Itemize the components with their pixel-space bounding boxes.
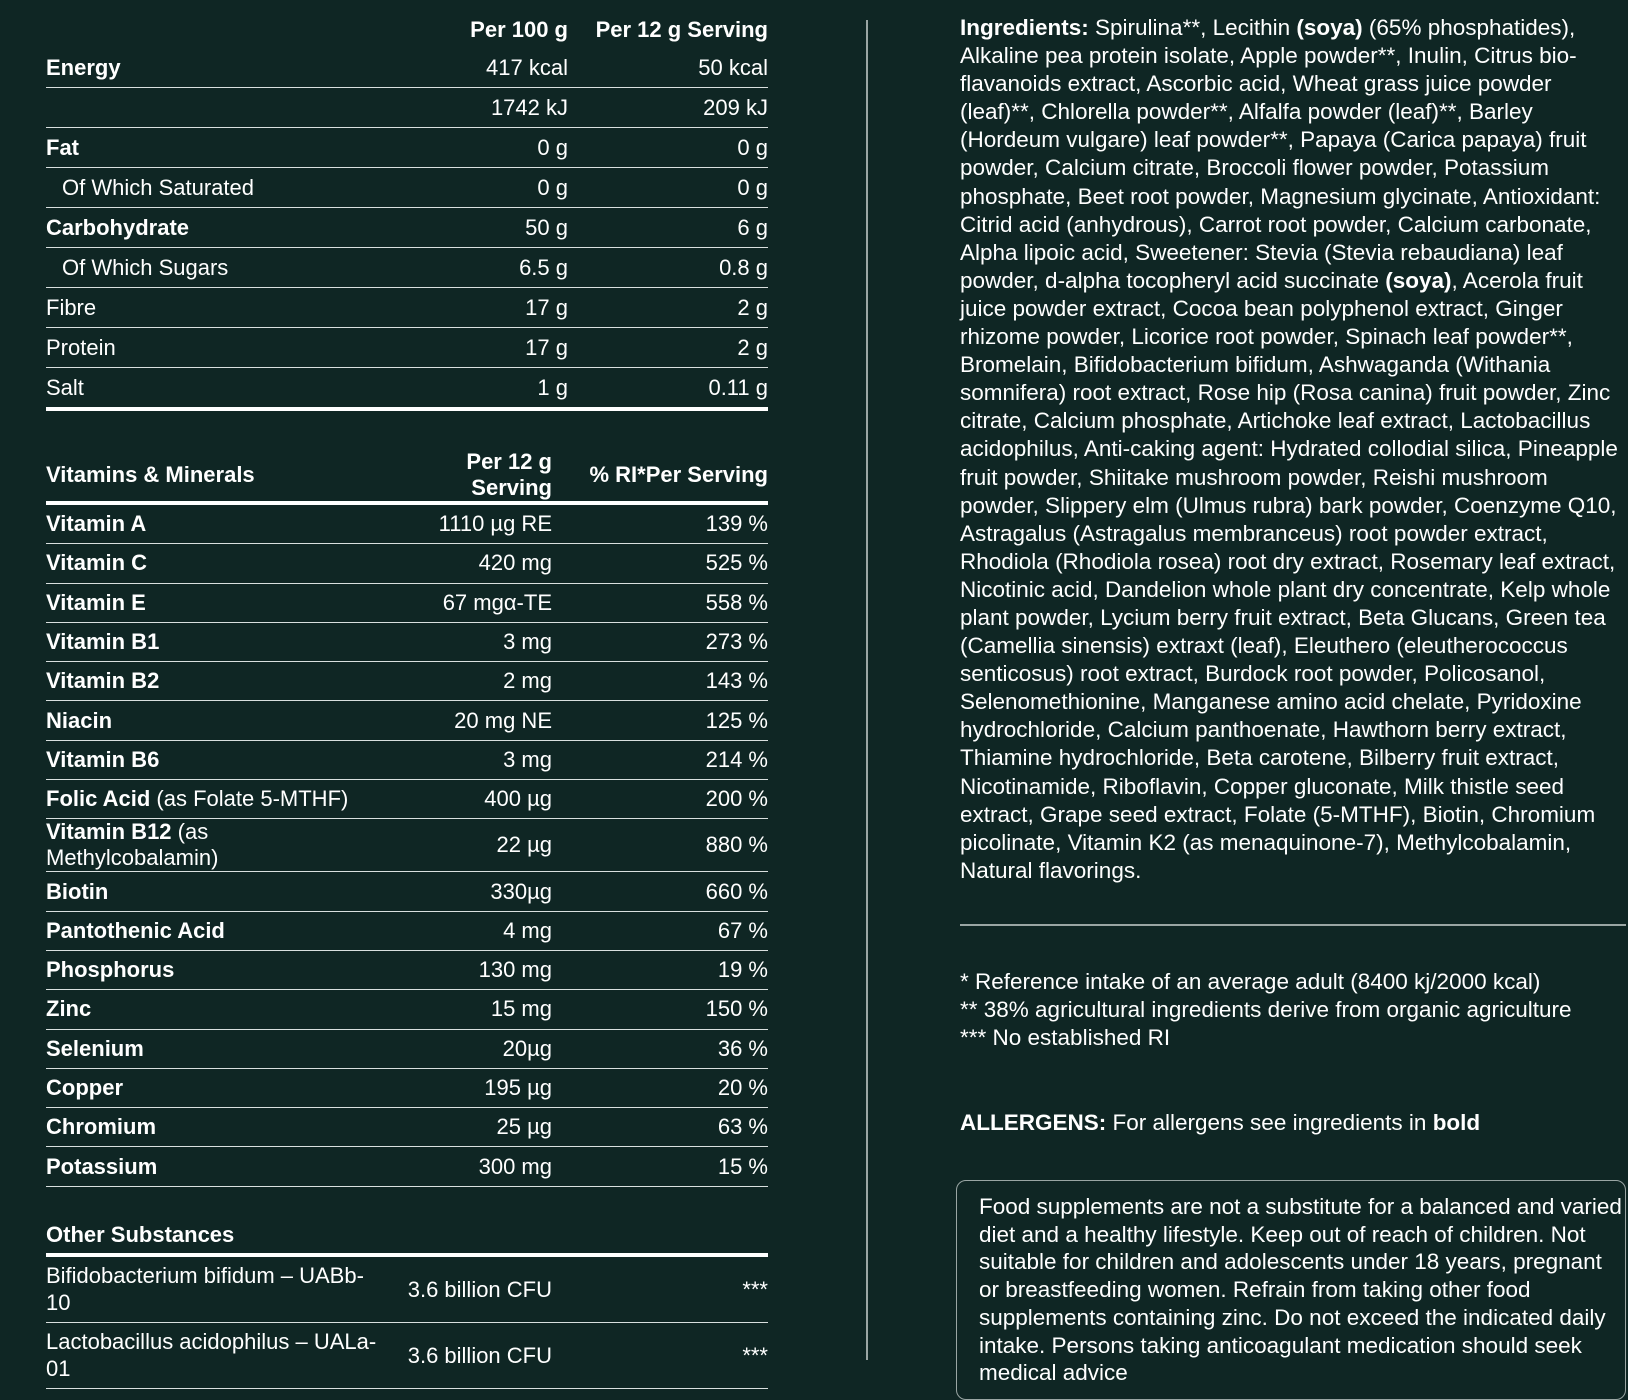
vitamin-amount: 4 mg — [386, 911, 552, 950]
nutrition-serving: 209 kJ — [568, 88, 768, 128]
vitamin-label — [46, 780, 386, 819]
vitamin-amount: 1110 µg RE — [386, 503, 552, 544]
ingredients-text — [960, 15, 1618, 883]
nutrition-label: Protein — [46, 328, 322, 368]
vitamin-name: Zinc — [46, 996, 92, 1022]
nutrition-label: Energy — [46, 48, 322, 88]
nutrition-per100: 50 g — [322, 208, 568, 248]
nutrition-serving: 50 kcal — [568, 48, 768, 88]
ingredient-text: (65% phosphatides), Alkaline pea protein isolate, Apple powder**, Inulin, Citrus bio-flavanoids extract, Ascorbic acid, Wheat grass juice powder (leaf)**, Chlorella powder**, Alfalfa powder (leaf)**, Barley (Hordeum vulgare) leaf powder**, Papaya (Carica papaya) fruit powder, Calcium citrate, Broccoli flower powder, Potassium phosphate, Beet root powder, Magnesium glycinate, Antioxidant: Citrid acid (anhydrous), Carrot root powder, Calcium carbonate, Alpha lipoic acid, Sweetener: Stevia (Stevia rebaudiana) leaf powder, d-alpha tocopheryl acid succinate — [960, 15, 1601, 293]
other-substance-ri: *** — [552, 1322, 768, 1388]
vitamin-name: Folic Acid — [46, 786, 151, 812]
nutrition-header-label — [46, 12, 322, 48]
vitamin-ri: 36 % — [552, 1029, 768, 1068]
nutrition-row — [46, 248, 768, 288]
nutrition-header-per100: Per 100 g — [470, 17, 568, 42]
vitamin-row — [46, 819, 768, 872]
footnotes — [960, 968, 1626, 1053]
vitamin-name: Vitamin B6 — [46, 746, 160, 772]
vitamin-ri: 525 % — [552, 544, 768, 583]
warning-box — [956, 1180, 1626, 1400]
vitamin-row — [46, 1068, 768, 1107]
vitamin-ri: 150 % — [552, 990, 768, 1029]
vitamin-name: Vitamin C — [46, 550, 148, 576]
nutrition-header-serving: Per 12 g Serving — [595, 17, 768, 42]
nutrition-rows — [46, 48, 768, 409]
other-substance-row — [46, 1322, 768, 1388]
vitamin-row — [46, 740, 768, 779]
vitamins-header-row — [46, 449, 768, 503]
vitamin-name: Chromium — [46, 1114, 156, 1140]
vitamins-table — [46, 449, 768, 1187]
vitamin-amount: 130 mg — [386, 950, 552, 989]
nutrition-label — [46, 88, 322, 128]
vitamin-note: (as Methylcobalamin) — [46, 819, 219, 871]
other-substance-ri: *** — [552, 1255, 768, 1323]
vitamin-row — [46, 911, 768, 950]
other-substance-label: Lactobacillus acidophilus – UALa-01 — [46, 1322, 386, 1388]
nutrition-row — [46, 288, 768, 328]
ingredients-label: Ingredients: — [960, 15, 1089, 40]
vitamin-name: Vitamin B2 — [46, 668, 160, 694]
vitamin-amount: 420 mg — [386, 544, 552, 583]
ingredients-block — [960, 14, 1626, 885]
vitamin-label — [46, 503, 386, 544]
other-substance-label: Bifidobacterium bifidum – UABb-10 — [46, 1255, 386, 1323]
vitamin-amount: 330µg — [386, 872, 552, 911]
vitamins-header-ri: % RI*Per Serving — [552, 449, 768, 503]
other-substances-header-blank — [386, 1217, 552, 1255]
nutrition-serving: 0.8 g — [568, 248, 768, 288]
vitamin-label — [46, 911, 386, 950]
vitamin-label — [46, 819, 386, 872]
vitamin-ri: 200 % — [552, 780, 768, 819]
vitamin-amount: 67 mgα-TE — [386, 583, 552, 622]
vitamins-header-label: Vitamins & Minerals — [46, 449, 386, 503]
vitamin-row — [46, 780, 768, 819]
allergens-bold-word: bold — [1432, 1110, 1481, 1135]
vitamin-label — [46, 990, 386, 1029]
vitamin-name: Pantothenic Acid — [46, 917, 225, 943]
vitamin-ri: 558 % — [552, 583, 768, 622]
vitamin-amount: 3 mg — [386, 622, 552, 661]
vitamin-label — [46, 740, 386, 779]
nutrition-row — [46, 48, 768, 88]
nutrition-label: Salt — [46, 368, 322, 410]
vitamin-row — [46, 1029, 768, 1068]
vitamin-note: (as Folate 5-MTHF) — [150, 786, 349, 812]
vitamins-header-serving: Per 12 g Serving — [386, 449, 552, 503]
other-substances-header-row — [46, 1217, 768, 1255]
vitamin-row — [46, 544, 768, 583]
vitamin-name: Vitamin B12 — [46, 819, 172, 845]
vitamin-label — [46, 1068, 386, 1107]
other-substances-title: Other Substances — [46, 1217, 386, 1255]
vitamin-ri: 67 % — [552, 911, 768, 950]
vitamin-amount: 20µg — [386, 1029, 552, 1068]
other-substance-amount: 3.6 billion CFU — [386, 1322, 552, 1388]
vitamin-label — [46, 1108, 386, 1147]
vitamin-ri: 15 % — [552, 1147, 768, 1186]
vitamin-label — [46, 544, 386, 583]
nutrition-row — [46, 368, 768, 410]
vitamin-label — [46, 583, 386, 622]
footnote-reference-intake: * Reference intake of an average adult (8400 kj/2000 kcal) — [960, 969, 1541, 994]
vitamins-rows — [46, 503, 768, 1186]
vitamin-amount: 3 mg — [386, 740, 552, 779]
vitamin-amount: 300 mg — [386, 1147, 552, 1186]
column-divider — [866, 20, 868, 1360]
vitamin-amount: 400 µg — [386, 780, 552, 819]
nutrition-label: Fat — [46, 128, 322, 168]
nutrition-serving: 0 g — [568, 168, 768, 208]
vitamin-ri: 20 % — [552, 1068, 768, 1107]
nutrition-serving: 0.11 g — [568, 368, 768, 410]
nutrition-serving: 0 g — [568, 128, 768, 168]
nutrition-per100: 0 g — [322, 128, 568, 168]
vitamin-row — [46, 662, 768, 701]
vitamin-amount: 20 mg NE — [386, 701, 552, 740]
vitamin-name: Selenium — [46, 1035, 144, 1061]
nutrition-row — [46, 88, 768, 128]
nutrition-header-row — [46, 12, 768, 48]
other-substances-table — [46, 1217, 768, 1389]
vitamin-row — [46, 990, 768, 1029]
other-substance-row — [46, 1255, 768, 1323]
vitamin-label — [46, 950, 386, 989]
nutrition-per100: 1742 kJ — [322, 88, 568, 128]
other-substances-header-blank-2 — [552, 1217, 768, 1255]
nutrition-serving: 2 g — [568, 328, 768, 368]
vitamin-ri: 880 % — [552, 819, 768, 872]
vitamin-name: Niacin — [46, 707, 113, 733]
vitamin-ri: 273 % — [552, 622, 768, 661]
nutrition-label: Of Which Saturated — [46, 168, 322, 208]
nutrition-label: Carbohydrate — [46, 208, 322, 248]
vitamin-row — [46, 1147, 768, 1186]
nutrition-per100: 17 g — [322, 328, 568, 368]
nutrition-per100: 0 g — [322, 168, 568, 208]
vitamin-ri: 214 % — [552, 740, 768, 779]
vitamin-row — [46, 503, 768, 544]
vitamin-label — [46, 622, 386, 661]
vitamin-amount: 15 mg — [386, 990, 552, 1029]
nutrition-row — [46, 208, 768, 248]
vitamin-ri: 125 % — [552, 701, 768, 740]
nutrition-per100: 1 g — [322, 368, 568, 410]
footnote-no-ri: *** No established RI — [960, 1025, 1171, 1051]
ingredient-text: Spirulina**, Lecithin — [1088, 15, 1297, 40]
vitamin-amount: 2 mg — [386, 662, 552, 701]
vitamin-row — [46, 583, 768, 622]
ingredient-allergen: (soya) — [1385, 267, 1452, 293]
vitamin-row — [46, 950, 768, 989]
vitamin-name: Vitamin B1 — [46, 629, 160, 655]
footnote-organic: ** 38% agricultural ingredients derive from organic agriculture — [960, 997, 1572, 1023]
vitamin-row — [46, 622, 768, 661]
vitamin-ri: 143 % — [552, 662, 768, 701]
nutrition-row — [46, 168, 768, 208]
other-substances-rows — [46, 1255, 768, 1389]
vitamin-row — [46, 872, 768, 911]
vitamin-ri: 19 % — [552, 950, 768, 989]
nutrition-row — [46, 328, 768, 368]
vitamin-name: Phosphorus — [46, 957, 175, 983]
nutrition-per100: 6.5 g — [322, 248, 568, 288]
vitamin-amount: 22 µg — [386, 819, 552, 872]
vitamin-name: Vitamin E — [46, 589, 146, 615]
vitamin-label — [46, 872, 386, 911]
allergens-line — [960, 1110, 1480, 1136]
vitamin-amount: 25 µg — [386, 1108, 552, 1147]
vitamin-row — [46, 701, 768, 740]
vitamin-label — [46, 1147, 386, 1186]
section-divider — [960, 924, 1626, 926]
nutrition-panel — [46, 12, 768, 1389]
nutrition-row — [46, 128, 768, 168]
other-substance-amount: 3.6 billion CFU — [386, 1255, 552, 1323]
vitamin-name: Biotin — [46, 878, 109, 904]
nutrition-per100: 417 kcal — [322, 48, 568, 88]
nutrition-serving: 2 g — [568, 288, 768, 328]
nutrition-table — [46, 12, 768, 411]
vitamin-amount: 195 µg — [386, 1068, 552, 1107]
vitamin-ri: 139 % — [552, 503, 768, 544]
nutrition-per100: 17 g — [322, 288, 568, 328]
allergens-label: ALLERGENS: — [960, 1110, 1107, 1135]
vitamin-name: Potassium — [46, 1153, 158, 1179]
vitamin-label — [46, 662, 386, 701]
vitamin-ri: 63 % — [552, 1108, 768, 1147]
nutrition-label: Fibre — [46, 288, 322, 328]
allergens-text: For allergens see ingredients in — [1106, 1110, 1433, 1135]
ingredient-allergen: (soya) — [1296, 15, 1363, 40]
nutrition-label: Of Which Sugars — [46, 248, 322, 288]
vitamin-label — [46, 701, 386, 740]
vitamin-row — [46, 1108, 768, 1147]
ingredient-text: , Acerola fruit juice powder extract, Cocoa bean polyphenol extract, Ginger rhizome powder, Licorice root powder, Spinach leaf powder**, Bromelain, Bifidobacterium bifidum, Ashwaganda (Withania somnifera) root extract, Rose hip (Rosa canina) fruit powder, Zinc citrate, Calcium phosphate, Artichoke leaf extract, Lactobacillus acidophilus, Anti-caking agent: Hydrated collodial silica, Pineapple fruit powder, Shiitake mushroom powder, Reishi mushroom powder, Slippery elm (Ulmus rubra) bark powder, Coenzyme Q10, Astragalus (Astragalus membranceus) root powder extract, Rhodiola (Rhodiola rosea) root dry extract, Rosemary leaf extract, Nicotinic acid, Dandelion whole plant dry concentrate, Kelp whole plant powder, Lycium berry fruit extract, Beta Glucans, Green tea (Camellia sinensis) extraxt (leaf), Eleuthero (eleutherococcus senticosus) root extract, Burdock root powder, Policosanol, Selenomethionine, Manganese amino acid chelate, Pyridoxine hydrochloride, Calcium panthoenate, Hawthorn berry extract, Thiamine hydrochloride, Beta carotene, Bilberry fruit extract, Nicotinamide, Riboflavin, Copper gluconate, Milk thistle seed extract, Grape seed extract, Folate (5-MTHF), Biotin, Chromium picolinate, Vitamin K2 (as menaquinone-7), Methylcobalamin, Natural flavorings. — [960, 267, 1618, 883]
nutrition-serving: 6 g — [568, 208, 768, 248]
vitamin-label — [46, 1029, 386, 1068]
vitamin-name: Vitamin A — [46, 511, 147, 537]
vitamin-name: Copper — [46, 1075, 123, 1100]
warning-text: Food supplements are not a substitute for a balanced and varied diet and a healthy lifestyle. Keep out of reach of children. Not suitable for children and adolescents under 18 years, pregnant or breastfeeding women. Refrain from taking other food supplements containing zinc. Do not exceed the indicated daily intake. Persons taking anticoagulant medication should seek medical advice — [979, 1194, 1622, 1386]
vitamin-ri: 660 % — [552, 872, 768, 911]
